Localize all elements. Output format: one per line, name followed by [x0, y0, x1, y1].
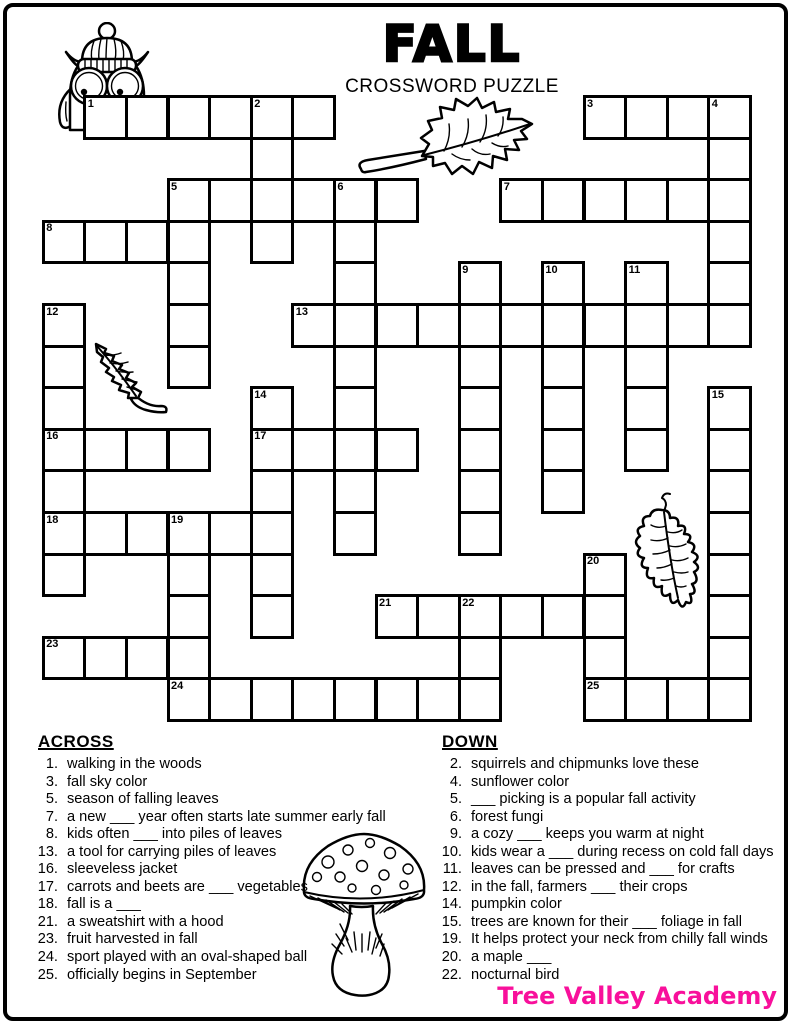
clue-text: a maple ___: [471, 949, 552, 966]
grid-cell-r8c8[interactable]: [375, 428, 420, 473]
grid-cell-r12c9[interactable]: [416, 594, 461, 639]
grid-cell-r8c6[interactable]: [291, 428, 336, 473]
grid-cell-r12c16[interactable]: [707, 594, 752, 639]
grid-cell-r3c7[interactable]: [333, 220, 378, 265]
grid-number-10: 10: [545, 263, 558, 276]
grid-number-6: 6: [337, 180, 344, 193]
grid-cell-r8c16[interactable]: [707, 428, 752, 473]
clue-number: 6.: [449, 808, 462, 825]
clue-text: in the fall, farmers ___ their crops: [471, 878, 688, 895]
oak-leaf-icon: [618, 492, 714, 634]
grid-cell-r3c16[interactable]: [707, 220, 752, 265]
grid-number-18: 18: [46, 513, 59, 526]
clue-number: 2.: [449, 756, 462, 772]
grid-cell-r5c3[interactable]: [167, 303, 212, 348]
grid-cell-r7c0[interactable]: [42, 386, 87, 431]
grid-cell-r2c16[interactable]: [707, 178, 752, 223]
grid-cell-r6c7[interactable]: [333, 345, 378, 390]
grid-cell-r14c4[interactable]: [208, 677, 253, 722]
clue-item: [32, 844, 402, 862]
grid-cell-r10c2[interactable]: [125, 511, 170, 556]
clue-text: carrots and beets are ___ vegetables: [67, 878, 308, 895]
grid-cell-r10c7[interactable]: [333, 511, 378, 556]
clue-item: [32, 774, 402, 792]
clue-item: [436, 896, 776, 914]
grid-cell-r5c13[interactable]: [583, 303, 628, 348]
clue-text: forest fungi: [471, 808, 544, 825]
grid-cell-r2c6[interactable]: [291, 178, 336, 223]
grid-cell-r2c13[interactable]: [583, 178, 628, 223]
grid-cell-r7c12[interactable]: [541, 386, 586, 431]
grid-number-12: 12: [46, 305, 59, 318]
clue-number: 19.: [441, 931, 462, 948]
grid-cell-r8c7[interactable]: [333, 428, 378, 473]
grid-number-14: 14: [254, 388, 267, 401]
grid-cell-r7c10[interactable]: [458, 386, 503, 431]
clue-number: 4.: [449, 773, 462, 790]
grid-cell-r4c16[interactable]: [707, 261, 752, 306]
grid-number-8: 8: [46, 222, 53, 235]
clue-number: 25.: [37, 966, 58, 983]
grid-cell-r9c5[interactable]: [250, 469, 295, 514]
grid-cell-r1c16[interactable]: [707, 137, 752, 182]
clue-item: [32, 931, 402, 949]
grid-cell-r9c16[interactable]: [707, 469, 752, 514]
down-clue-list: [436, 756, 776, 984]
grid-cell-r5c14[interactable]: [624, 303, 669, 348]
grid-number-3: 3: [587, 97, 594, 110]
grid-cell-r10c10[interactable]: [458, 511, 503, 556]
grid-cell-r10c4[interactable]: [208, 511, 253, 556]
grid-number-20: 20: [587, 555, 600, 568]
clue-text: nocturnal bird: [471, 966, 560, 983]
clue-number: 20.: [441, 949, 462, 966]
grid-number-22: 22: [462, 596, 475, 609]
grid-cell-r5c12[interactable]: [541, 303, 586, 348]
clue-item: [436, 774, 776, 792]
grid-cell-r14c6[interactable]: [291, 677, 336, 722]
grid-number-23: 23: [46, 638, 59, 651]
clue-item: [32, 756, 402, 774]
grid-cell-r8c12[interactable]: [541, 428, 586, 473]
grid-cell-r14c9[interactable]: [416, 677, 461, 722]
grid-number-25: 25: [587, 679, 600, 692]
grid-cell-r11c5[interactable]: [250, 553, 295, 598]
clue-item: [32, 809, 402, 827]
grid-cell-r13c3[interactable]: [167, 636, 212, 681]
grid-cell-r2c4[interactable]: [208, 178, 253, 223]
grid-cell-r8c2[interactable]: [125, 428, 170, 473]
grid-cell-r6c12[interactable]: [541, 345, 586, 390]
grid-cell-r3c3[interactable]: [167, 220, 212, 265]
grid-cell-r0c4[interactable]: [208, 95, 253, 140]
clue-number: 16.: [37, 861, 58, 878]
clue-text: fruit harvested in fall: [67, 931, 198, 948]
grid-cell-r0c15[interactable]: [666, 95, 711, 140]
grid-number-11: 11: [628, 263, 641, 276]
clue-item: [436, 791, 776, 809]
clue-number: 23.: [37, 931, 58, 948]
clue-number: 7.: [45, 808, 58, 825]
birch-leaf-icon: [86, 340, 170, 432]
clue-number: 18.: [37, 896, 58, 913]
clue-number: 11.: [442, 861, 462, 878]
grid-cell-r14c16[interactable]: [707, 677, 752, 722]
down-heading: DOWN: [442, 732, 498, 751]
clue-number: 5.: [449, 791, 462, 808]
grid-cell-r14c10[interactable]: [458, 677, 503, 722]
clue-item: [436, 949, 776, 967]
clue-item: [32, 896, 402, 914]
clue-item: [436, 931, 776, 949]
grid-cell-r14c8[interactable]: [375, 677, 420, 722]
page-subtitle: CROSSWORD PUZZLE: [345, 76, 559, 97]
clue-text: sport played with an oval-shaped ball: [67, 949, 308, 966]
grid-number-7: 7: [503, 180, 510, 193]
grid-cell-r13c13[interactable]: [583, 636, 628, 681]
clue-number: 1.: [45, 756, 58, 772]
grid-cell-r14c5[interactable]: [250, 677, 295, 722]
grid-cell-r1c5[interactable]: [250, 137, 295, 182]
clue-item: [436, 826, 776, 844]
grid-cell-r12c13[interactable]: [583, 594, 628, 639]
grid-number-24: 24: [171, 679, 184, 692]
grid-cell-r2c15[interactable]: [666, 178, 711, 223]
clue-text: a new ___ year often starts late summer early fall: [67, 808, 386, 825]
grid-cell-r14c7[interactable]: [333, 677, 378, 722]
grid-cell-r5c16[interactable]: [707, 303, 752, 348]
grid-cell-r0c3[interactable]: [167, 95, 212, 140]
grid-cell-r12c12[interactable]: [541, 594, 586, 639]
clue-text: sleeveless jacket: [67, 861, 178, 878]
grid-cell-r13c2[interactable]: [125, 636, 170, 681]
grid-cell-r0c14[interactable]: [624, 95, 669, 140]
grid-cell-r4c7[interactable]: [333, 261, 378, 306]
grid-cell-r5c7[interactable]: [333, 303, 378, 348]
clue-item: [32, 949, 402, 967]
grid-cell-r2c5[interactable]: [250, 178, 295, 223]
clue-text: a sweatshirt with a hood: [67, 913, 224, 930]
page-title: FALL: [382, 15, 522, 73]
clue-item: [32, 914, 402, 932]
grid-cell-r12c5[interactable]: [250, 594, 295, 639]
grid-cell-r6c14[interactable]: [624, 345, 669, 390]
grid-cell-r9c10[interactable]: [458, 469, 503, 514]
grid-number-4: 4: [711, 97, 718, 110]
grid-cell-r8c3[interactable]: [167, 428, 212, 473]
grid-cell-r6c0[interactable]: [42, 345, 87, 390]
grid-cell-r5c11[interactable]: [499, 303, 544, 348]
grid-cell-r5c9[interactable]: [416, 303, 461, 348]
clue-number: 9.: [449, 826, 462, 843]
clue-item: [32, 861, 402, 879]
grid-cell-r7c7[interactable]: [333, 386, 378, 431]
clue-item: [436, 809, 776, 827]
clue-number: 17.: [37, 878, 58, 895]
clue-number: 22.: [441, 966, 462, 983]
clue-number: 15.: [441, 913, 462, 930]
clue-text: season of falling leaves: [67, 791, 219, 808]
grid-cell-r14c14[interactable]: [624, 677, 669, 722]
grid-cell-r0c6[interactable]: [291, 95, 336, 140]
grid-number-16: 16: [46, 430, 59, 443]
grid-number-5: 5: [171, 180, 178, 193]
grid-cell-r8c14[interactable]: [624, 428, 669, 473]
grid-cell-r10c5[interactable]: [250, 511, 295, 556]
clue-number: 14.: [441, 896, 462, 913]
grid-number-2: 2: [254, 97, 261, 110]
clue-text: kids wear a ___ during recess on cold fall days: [471, 843, 774, 860]
grid-number-19: 19: [171, 513, 184, 526]
clue-number: 3.: [45, 773, 58, 790]
grid-cell-r13c1[interactable]: [83, 636, 128, 681]
clue-number: 13.: [37, 843, 58, 860]
grid-cell-r12c3[interactable]: [167, 594, 212, 639]
clue-item: [436, 756, 776, 774]
clue-item: [436, 879, 776, 897]
grid-cell-r5c10[interactable]: [458, 303, 503, 348]
clue-text: a tool for carrying piles of leaves: [67, 843, 277, 860]
clue-text: kids often ___ into piles of leaves: [67, 826, 282, 843]
grid-cell-r12c11[interactable]: [499, 594, 544, 639]
clue-text: walking in the woods: [67, 756, 202, 772]
grid-cell-r8c1[interactable]: [83, 428, 128, 473]
clue-text: a cozy ___ keeps you warm at night: [471, 826, 704, 843]
clue-text: officially begins in September: [67, 966, 257, 983]
clue-number: 5.: [45, 791, 58, 808]
clue-number: 24.: [37, 949, 58, 966]
across-clues-section: [32, 732, 402, 984]
clue-number: 10.: [441, 843, 462, 860]
grid-number-9: 9: [462, 263, 469, 276]
down-clues-section: [436, 732, 776, 984]
grid-cell-r13c16[interactable]: [707, 636, 752, 681]
grid-cell-r11c0[interactable]: [42, 553, 87, 598]
clue-number: 8.: [45, 826, 58, 843]
clue-text: ___ picking is a popular fall activity: [471, 791, 696, 808]
across-heading: ACROSS: [38, 732, 114, 751]
clue-item: [32, 826, 402, 844]
branding-logo-text: Tree Valley Academy: [497, 982, 777, 1010]
grid-cell-r2c14[interactable]: [624, 178, 669, 223]
clue-text: squirrels and chipmunks love these: [471, 756, 699, 772]
clue-text: trees are known for their ___ foliage in fall: [471, 913, 742, 930]
grid-cell-r13c10[interactable]: [458, 636, 503, 681]
grid-cell-r11c16[interactable]: [707, 553, 752, 598]
clue-item: [32, 791, 402, 809]
grid-cell-r10c1[interactable]: [83, 511, 128, 556]
clue-text: sunflower color: [471, 773, 570, 790]
grid-number-13: 13: [295, 305, 309, 318]
clue-text: leaves can be pressed and ___ for crafts: [471, 861, 735, 878]
grid-cell-r4c3[interactable]: [167, 261, 212, 306]
grid-cell-r9c7[interactable]: [333, 469, 378, 514]
clue-item: [436, 861, 776, 879]
grid-cell-r6c3[interactable]: [167, 345, 212, 390]
grid-cell-r8c10[interactable]: [458, 428, 503, 473]
grid-number-21: 21: [379, 596, 392, 609]
grid-cell-r2c8[interactable]: [375, 178, 420, 223]
clue-text: It helps protect your neck from chilly fall winds: [471, 931, 768, 948]
grid-cell-r14c15[interactable]: [666, 677, 711, 722]
grid-cell-r5c8[interactable]: [375, 303, 420, 348]
grid-cell-r10c16[interactable]: [707, 511, 752, 556]
clue-text: fall sky color: [67, 773, 148, 790]
clue-item: [32, 879, 402, 897]
grid-cell-r3c2[interactable]: [125, 220, 170, 265]
grid-cell-r11c3[interactable]: [167, 553, 212, 598]
grid-cell-r3c1[interactable]: [83, 220, 128, 265]
grid-cell-r3c5[interactable]: [250, 220, 295, 265]
clue-number: 21.: [37, 913, 58, 930]
grid-number-1: 1: [87, 97, 94, 110]
grid-cell-r2c12[interactable]: [541, 178, 586, 223]
clue-text: fall is a ___: [67, 896, 141, 913]
clue-number: 12.: [441, 878, 462, 895]
grid-cell-r7c14[interactable]: [624, 386, 669, 431]
grid-cell-r6c10[interactable]: [458, 345, 503, 390]
clue-item: [436, 844, 776, 862]
grid-cell-r0c2[interactable]: [125, 95, 170, 140]
clue-item: [436, 914, 776, 932]
grid-cell-r9c0[interactable]: [42, 469, 87, 514]
clue-item: [32, 967, 402, 985]
across-clue-list: [32, 756, 402, 984]
grid-number-15: 15: [711, 388, 725, 401]
grid-cell-r5c15[interactable]: [666, 303, 711, 348]
grid-number-17: 17: [254, 430, 267, 443]
grid-cell-r9c12[interactable]: [541, 469, 586, 514]
clue-text: pumpkin color: [471, 896, 562, 913]
